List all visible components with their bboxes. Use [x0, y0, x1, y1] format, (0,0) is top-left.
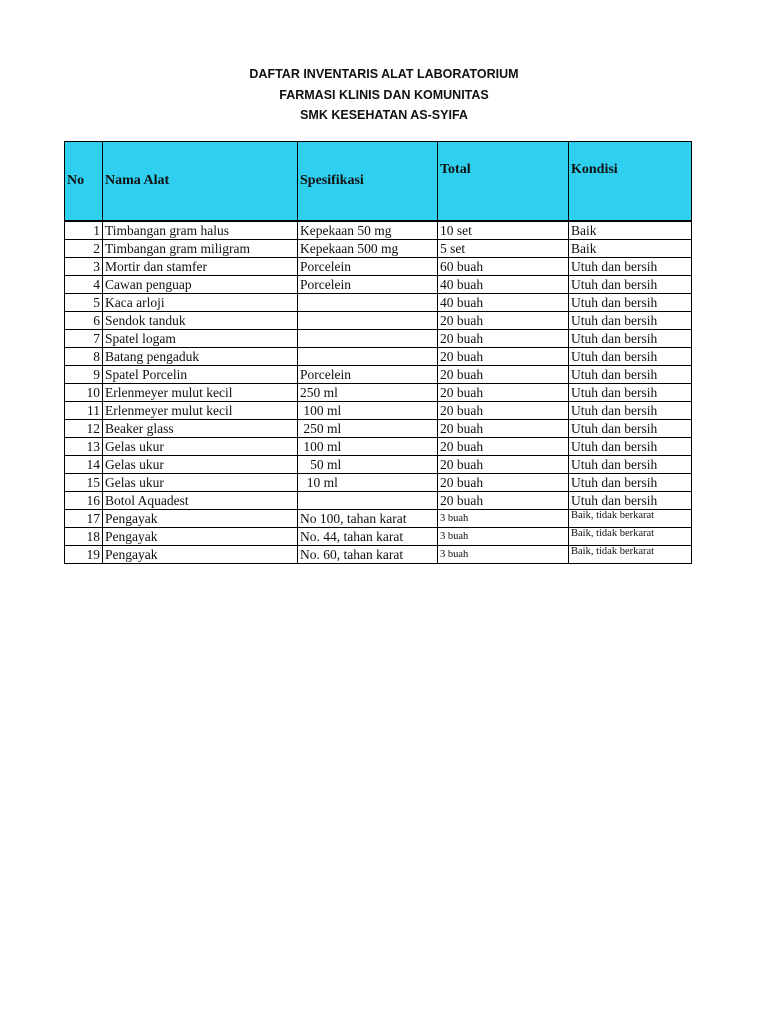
table-row — [65, 438, 692, 456]
cell-nama-alat: Kaca arloji — [103, 294, 298, 312]
cell-nama-alat: Gelas ukur — [103, 474, 298, 492]
cell-spesifikasi: No 100, tahan karat — [298, 510, 438, 528]
cell-total: 40 buah — [438, 294, 569, 312]
cell-nama-alat: Spatel Porcelin — [103, 366, 298, 384]
cell-total: 20 buah — [438, 330, 569, 348]
cell-nama-alat: Gelas ukur — [103, 438, 298, 456]
cell-total: 40 buah — [438, 276, 569, 294]
cell-total: 20 buah — [438, 312, 569, 330]
table-row — [65, 474, 692, 492]
table-row — [65, 492, 692, 510]
cell-spesifikasi: 10 ml — [298, 474, 438, 492]
table-row — [65, 294, 692, 312]
cell-nama-alat: Timbangan gram halus — [103, 221, 298, 240]
cell-spesifikasi: No. 44, tahan karat — [298, 528, 438, 546]
cell-kondisi: Utuh dan bersih — [569, 276, 692, 294]
column-header-no: No — [65, 142, 103, 222]
cell-nama-alat: Sendok tanduk — [103, 312, 298, 330]
cell-nama-alat: Beaker glass — [103, 420, 298, 438]
table-body — [65, 221, 692, 564]
cell-nama-alat: Gelas ukur — [103, 456, 298, 474]
cell-total: 20 buah — [438, 438, 569, 456]
cell-total: 20 buah — [438, 384, 569, 402]
cell-kondisi: Baik, tidak berkarat — [569, 528, 692, 546]
table-row — [65, 528, 692, 546]
column-header-kondisi: Kondisi — [569, 142, 692, 222]
cell-nama-alat: Botol Aquadest — [103, 492, 298, 510]
cell-no: 12 — [65, 420, 103, 438]
cell-total: 3 buah — [438, 546, 569, 564]
cell-no: 16 — [65, 492, 103, 510]
column-header-spesifikasi: Spesifikasi — [298, 142, 438, 222]
cell-total: 20 buah — [438, 402, 569, 420]
cell-total: 20 buah — [438, 492, 569, 510]
cell-no: 5 — [65, 294, 103, 312]
cell-total: 20 buah — [438, 456, 569, 474]
cell-kondisi: Baik — [569, 221, 692, 240]
cell-no: 9 — [65, 366, 103, 384]
cell-nama-alat: Erlenmeyer mulut kecil — [103, 384, 298, 402]
cell-spesifikasi: 100 ml — [298, 402, 438, 420]
cell-nama-alat: Spatel logam — [103, 330, 298, 348]
cell-nama-alat: Timbangan gram miligram — [103, 240, 298, 258]
cell-kondisi: Utuh dan bersih — [569, 384, 692, 402]
cell-no: 3 — [65, 258, 103, 276]
cell-total: 20 buah — [438, 420, 569, 438]
column-header-nama-alat: Nama Alat — [103, 142, 298, 222]
cell-spesifikasi: 250 ml — [298, 384, 438, 402]
heading-line-2: FARMASI KLINIS DAN KOMUNITAS — [279, 87, 489, 102]
cell-kondisi: Utuh dan bersih — [569, 366, 692, 384]
cell-no: 10 — [65, 384, 103, 402]
table-header-row — [65, 142, 692, 222]
cell-kondisi: Utuh dan bersih — [569, 492, 692, 510]
cell-total: 20 buah — [438, 366, 569, 384]
cell-kondisi: Utuh dan bersih — [569, 348, 692, 366]
table-row — [65, 276, 692, 294]
cell-total: 10 set — [438, 221, 569, 240]
cell-kondisi: Utuh dan bersih — [569, 438, 692, 456]
cell-no: 18 — [65, 528, 103, 546]
cell-spesifikasi — [298, 348, 438, 366]
cell-no: 1 — [65, 221, 103, 240]
cell-total: 3 buah — [438, 510, 569, 528]
table-row — [65, 330, 692, 348]
cell-nama-alat: Batang pengaduk — [103, 348, 298, 366]
table-row — [65, 258, 692, 276]
cell-no: 4 — [65, 276, 103, 294]
table-row — [65, 312, 692, 330]
cell-spesifikasi: Kepekaan 500 mg — [298, 240, 438, 258]
table-row — [65, 221, 692, 240]
cell-no: 17 — [65, 510, 103, 528]
table-row — [65, 402, 692, 420]
cell-kondisi: Utuh dan bersih — [569, 474, 692, 492]
cell-no: 13 — [65, 438, 103, 456]
cell-spesifikasi: Porcelein — [298, 366, 438, 384]
cell-total: 3 buah — [438, 528, 569, 546]
document-heading — [0, 64, 768, 126]
cell-total: 5 set — [438, 240, 569, 258]
cell-spesifikasi: 50 ml — [298, 456, 438, 474]
inventory-table — [64, 141, 692, 564]
cell-spesifikasi — [298, 312, 438, 330]
cell-no: 6 — [65, 312, 103, 330]
table-row — [65, 546, 692, 564]
table-row — [65, 384, 692, 402]
cell-kondisi: Utuh dan bersih — [569, 294, 692, 312]
cell-no: 14 — [65, 456, 103, 474]
table-row — [65, 510, 692, 528]
cell-nama-alat: Cawan penguap — [103, 276, 298, 294]
cell-spesifikasi: Porcelein — [298, 276, 438, 294]
cell-no: 7 — [65, 330, 103, 348]
cell-no: 19 — [65, 546, 103, 564]
cell-no: 2 — [65, 240, 103, 258]
cell-kondisi: Utuh dan bersih — [569, 402, 692, 420]
cell-spesifikasi — [298, 492, 438, 510]
heading-line-1: DAFTAR INVENTARIS ALAT LABORATORIUM — [249, 67, 519, 81]
heading-line-3: SMK KESEHATAN AS-SYIFA — [300, 108, 468, 122]
cell-kondisi: Utuh dan bersih — [569, 258, 692, 276]
cell-total: 20 buah — [438, 474, 569, 492]
cell-total: 20 buah — [438, 348, 569, 366]
table-row — [65, 366, 692, 384]
table-row — [65, 420, 692, 438]
cell-nama-alat: Mortir dan stamfer — [103, 258, 298, 276]
cell-spesifikasi: Porcelein — [298, 258, 438, 276]
cell-no: 15 — [65, 474, 103, 492]
cell-nama-alat: Pengayak — [103, 510, 298, 528]
cell-kondisi: Baik, tidak berkarat — [569, 546, 692, 564]
column-header-total: Total — [438, 142, 569, 222]
cell-no: 8 — [65, 348, 103, 366]
table-row — [65, 348, 692, 366]
cell-kondisi: Baik — [569, 240, 692, 258]
table-row — [65, 240, 692, 258]
cell-kondisi: Utuh dan bersih — [569, 420, 692, 438]
cell-no: 11 — [65, 402, 103, 420]
cell-nama-alat: Pengayak — [103, 528, 298, 546]
cell-spesifikasi: 100 ml — [298, 438, 438, 456]
cell-spesifikasi — [298, 330, 438, 348]
cell-nama-alat: Pengayak — [103, 546, 298, 564]
cell-kondisi: Utuh dan bersih — [569, 312, 692, 330]
cell-spesifikasi: Kepekaan 50 mg — [298, 221, 438, 240]
cell-total: 60 buah — [438, 258, 569, 276]
cell-kondisi: Utuh dan bersih — [569, 456, 692, 474]
cell-nama-alat: Erlenmeyer mulut kecil — [103, 402, 298, 420]
cell-spesifikasi — [298, 294, 438, 312]
cell-kondisi: Baik, tidak berkarat — [569, 510, 692, 528]
cell-kondisi: Utuh dan bersih — [569, 330, 692, 348]
cell-spesifikasi: 250 ml — [298, 420, 438, 438]
table-row — [65, 456, 692, 474]
cell-spesifikasi: No. 60, tahan karat — [298, 546, 438, 564]
